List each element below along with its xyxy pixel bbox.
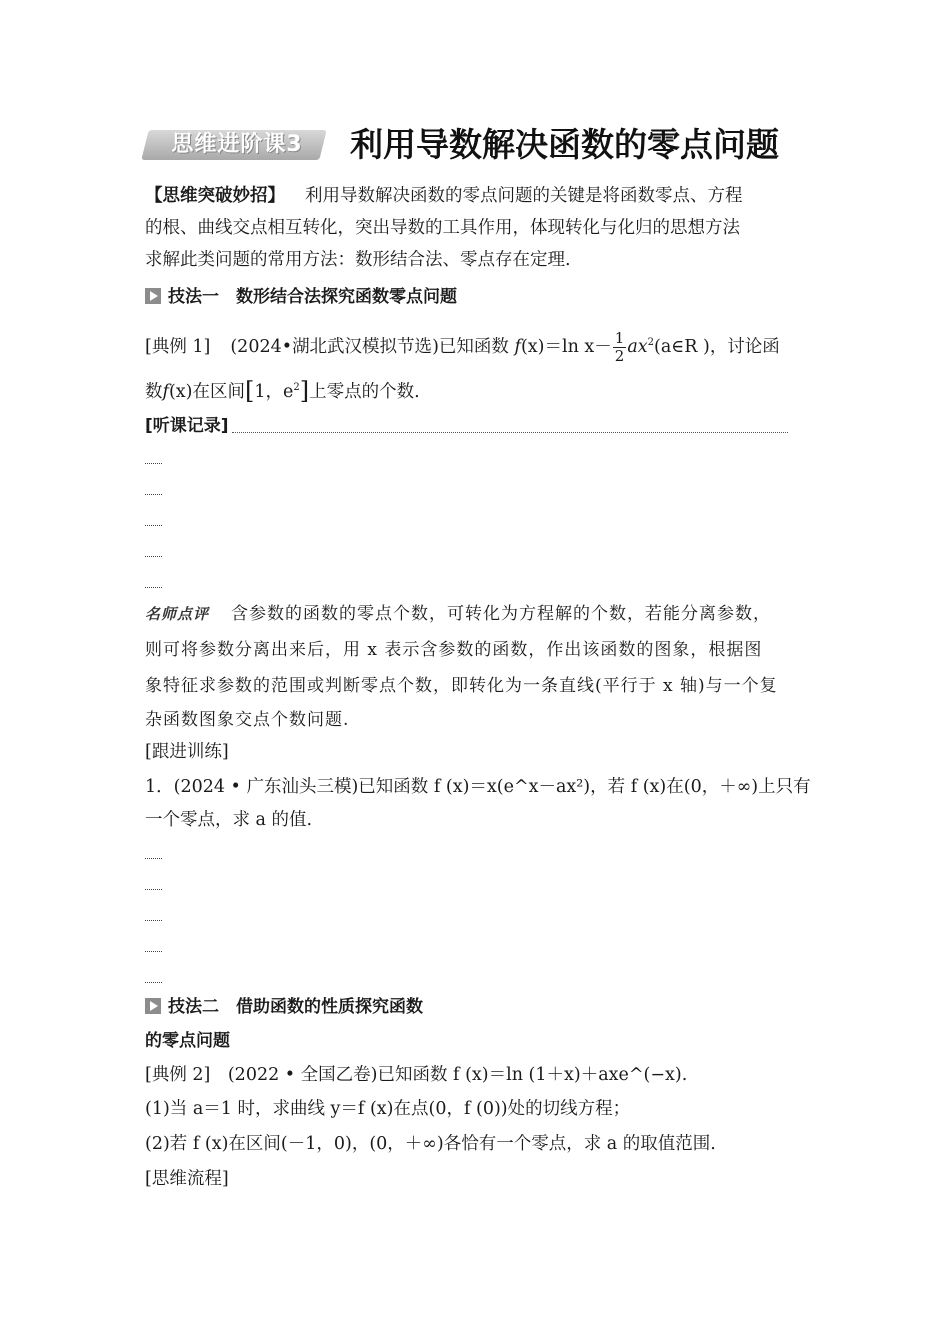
example-1-line-1 xyxy=(145,323,780,367)
answer-line xyxy=(145,494,162,495)
method-2-title-1: 技法二 借助函数的性质探究函数 xyxy=(168,997,423,1017)
answer-line xyxy=(145,858,162,859)
method-1-heading xyxy=(145,282,457,312)
intro-label: 【思维突破妙招】 xyxy=(145,186,285,206)
intro-line-1 xyxy=(145,180,743,212)
answer-line xyxy=(145,982,162,983)
example-1-l2-mid: 在区间 xyxy=(192,381,246,402)
bracket-open: [ xyxy=(245,376,255,405)
answer-line xyxy=(145,920,162,921)
method-2-title-2: 的零点问题 xyxy=(145,1031,230,1051)
answer-line xyxy=(145,556,162,557)
func-tail: ax xyxy=(627,336,648,357)
func-cond: (a∈R )，讨论函 xyxy=(654,336,780,357)
interval-sup: 2 xyxy=(293,382,300,393)
answer-line xyxy=(145,587,162,588)
func-sup: 2 xyxy=(647,337,655,348)
func-arg: (x) xyxy=(520,336,545,357)
answer-line xyxy=(145,525,162,526)
play-triangle-icon xyxy=(145,998,161,1014)
interval: 1，e xyxy=(254,381,294,402)
func-eq: ＝ln x－ xyxy=(544,336,612,357)
example-1-source: 湖北武汉模拟节选 xyxy=(292,336,433,357)
example-1-source-post: )已知函数 xyxy=(432,336,509,357)
method-1-title: 技法一 数形结合法探究函数零点问题 xyxy=(168,287,457,307)
example-1-source-pre: (2024 xyxy=(230,336,282,357)
lesson-badge: 思维进阶课3 xyxy=(171,132,303,157)
play-triangle-icon xyxy=(145,288,161,304)
example-1-label: [典例 1] xyxy=(145,336,211,357)
example-1-l2-pre: 数 xyxy=(145,381,163,402)
record-line xyxy=(232,432,788,433)
func-name-2: f xyxy=(162,381,169,402)
answer-line xyxy=(145,463,162,464)
record-label: [听课记录] xyxy=(145,416,229,436)
comment-line-4: 杂函数图象交点个数问题. xyxy=(145,710,350,730)
frac-num: 1 xyxy=(614,328,625,347)
training-label: [跟进训练] xyxy=(145,742,229,762)
flow-label: [思维流程] xyxy=(145,1169,229,1189)
fraction-half xyxy=(613,330,627,365)
comment-line-3: 象特征求参数的范围或判断零点个数，即转化为一条直线(平行于 x 轴)与一个复 xyxy=(145,676,778,696)
method-2-heading xyxy=(145,992,423,1022)
answer-line xyxy=(145,951,162,952)
answer-line xyxy=(145,889,162,890)
example-1-l2-post: 上零点的个数. xyxy=(309,381,420,402)
func-arg-2: (x) xyxy=(168,381,193,402)
page-title: 利用导数解决函数的零点问题 xyxy=(350,125,779,164)
intro-text-1: 利用导数解决函数的零点问题的关键是将函数零点、方程 xyxy=(305,186,743,206)
example-1-line-2 xyxy=(145,372,420,408)
bullet: • xyxy=(281,336,293,357)
comment-line-1 xyxy=(145,597,771,631)
intro-line-2: 的根、曲线交点相互转化，突出导数的工具作用，体现转化与化归的思想方法 xyxy=(145,218,740,238)
func-name: f xyxy=(514,336,521,357)
example-2-line-2: (1)当 a＝1 时，求曲线 y＝f (x)在点(0，f (0))处的切线方程； xyxy=(145,1099,631,1119)
comment-text-1: 含参数的函数的零点个数，可转化为方程解的个数，若能分离参数， xyxy=(231,604,772,624)
bracket-close: ] xyxy=(299,376,310,405)
frac-den: 2 xyxy=(614,346,625,365)
intro-line-3: 求解此类问题的常用方法：数形结合法、零点存在定理. xyxy=(145,250,571,270)
comment-tag: 名师点评 xyxy=(145,605,210,623)
exercise-1-line-1: 1．(2024 • 广东汕头三模)已知函数 f (x)＝x(e^x－ax²)，若 f (x)在(0，＋∞)上只有 xyxy=(145,777,811,797)
example-2-line-3: (2)若 f (x)在区间(－1，0)，(0，＋∞)各恰有一个零点，求 a 的取值范围. xyxy=(145,1134,716,1154)
exercise-1-line-2: 一个零点，求 a 的值. xyxy=(145,810,313,830)
example-2-line-1: [典例 2] (2022 • 全国乙卷)已知函数 f (x)＝ln (1＋x)＋axe^(−x). xyxy=(145,1065,688,1085)
comment-line-2: 则可将参数分离出来后，用 x 表示含参数的函数，作出该函数的图象，根据图 xyxy=(145,640,763,660)
